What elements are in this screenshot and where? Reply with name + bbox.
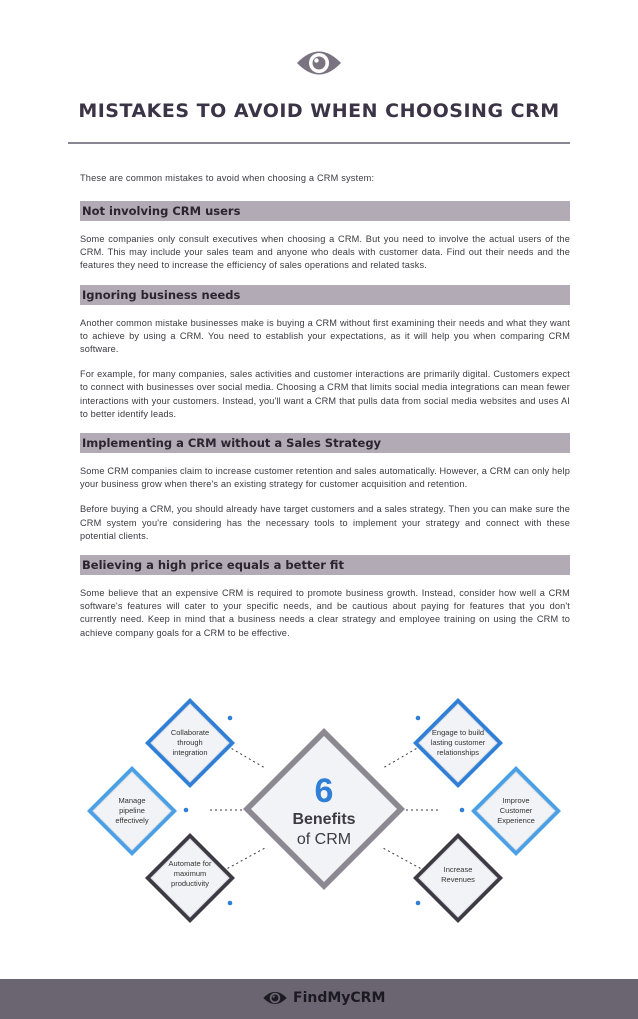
benefit-engage bbox=[413, 698, 503, 788]
connector-dot bbox=[460, 808, 465, 813]
footer-brand bbox=[262, 988, 385, 1008]
svg-text:maximum: maximum bbox=[173, 869, 207, 878]
svg-text:Revenues: Revenues bbox=[441, 875, 475, 884]
svg-text:Automate for: Automate for bbox=[168, 859, 212, 868]
benefit-automate bbox=[145, 833, 235, 923]
center-line1: Benefits bbox=[292, 811, 356, 828]
svg-text:relationships: relationships bbox=[436, 748, 480, 757]
connector-dot bbox=[228, 901, 233, 906]
svg-text:Customer: Customer bbox=[499, 806, 533, 815]
connector-dot bbox=[184, 808, 189, 813]
svg-text:through: through bbox=[177, 738, 203, 747]
svg-text:Experience: Experience bbox=[497, 816, 535, 825]
article-body bbox=[80, 173, 570, 652]
svg-text:Engage to build: Engage to build bbox=[431, 728, 485, 737]
paragraph: For example, for many companies, sales activities and customer interactions are primarily digital. Customers expect to connect with businesses over social media. Choosing a CRM that limits social media integrations can mean fewer interactions with your customers. Instead, you'll want a CRM that pulls data from social media websites and uses AI to better identify leads. bbox=[80, 369, 570, 419]
benefit-increase-revenues bbox=[413, 833, 503, 923]
eye-icon bbox=[295, 46, 343, 80]
section-heading: Ignoring business needs bbox=[80, 285, 570, 305]
benefit-improve-experience bbox=[471, 766, 561, 856]
svg-text:Increase: Increase bbox=[443, 865, 473, 874]
crm-benefits-diagram bbox=[70, 698, 578, 928]
footer-brand-name: FindMyCRM bbox=[293, 990, 386, 1006]
paragraph: Before buying a CRM, you should already have target customers and a sales strategy. Then you can make sure the CRM system you're considering has the necessary tools to implement your strategy and connect with these potential clients. bbox=[80, 504, 570, 541]
benefit-manage-pipeline bbox=[87, 766, 177, 856]
connector-dot bbox=[228, 716, 233, 721]
center-number: 6 bbox=[314, 772, 334, 810]
center-line2: of CRM bbox=[296, 831, 352, 848]
svg-text:integration: integration bbox=[172, 748, 208, 757]
svg-text:Collaborate: Collaborate bbox=[170, 728, 210, 737]
paragraph: Some CRM companies claim to increase customer retention and sales automatically. However, a CRM can only help your business grow when there's an existing strategy for customer acquisition and retention. bbox=[80, 466, 570, 490]
section-heading: Implementing a CRM without a Sales Strategy bbox=[80, 433, 570, 453]
paragraph: Some companies only consult executives when choosing a CRM. But you need to involve the actual users of the CRM. This may include your sales team and anyone who deals with customer data. Find out their needs and the features they need to increase the efficiency of sales operations and related tasks. bbox=[80, 234, 570, 271]
title-divider bbox=[68, 142, 570, 144]
svg-text:Manage: Manage bbox=[118, 796, 146, 805]
benefit-collaborate bbox=[145, 698, 235, 788]
svg-text:Improve: Improve bbox=[502, 796, 530, 805]
svg-text:lasting customer: lasting customer bbox=[430, 738, 486, 747]
center-benefits-badge bbox=[243, 728, 405, 890]
paragraph: Some believe that an expensive CRM is required to promote business growth. Instead, consider how well a CRM software's features will cater to your specific needs, and be cautious about paying for features that you don't currently need. Keep in mind that a business needs a clear strategy and employee training on using the CRM to achieve company goals for a CRM to be effective. bbox=[80, 588, 570, 638]
section-heading: Believing a high price equals a better fit bbox=[80, 555, 570, 575]
connector-dot bbox=[416, 901, 421, 906]
page-title: MISTAKES TO AVOID WHEN CHOOSING CRM bbox=[78, 100, 560, 122]
section-heading: Not involving CRM users bbox=[80, 201, 570, 221]
svg-text:pipeline: pipeline bbox=[119, 806, 145, 815]
paragraph: Another common mistake businesses make is buying a CRM without first examining their needs and what they want to achieve by using a CRM. You need to establish your expectations, as it will help you when comparing CRM software. bbox=[80, 317, 570, 355]
svg-text:effectively: effectively bbox=[115, 816, 149, 825]
svg-text:productivity: productivity bbox=[171, 879, 209, 888]
intro-text: These are common mistakes to avoid when choosing a CRM system: bbox=[80, 173, 375, 183]
connector-dot bbox=[416, 716, 421, 721]
eye-icon bbox=[262, 989, 288, 1007]
